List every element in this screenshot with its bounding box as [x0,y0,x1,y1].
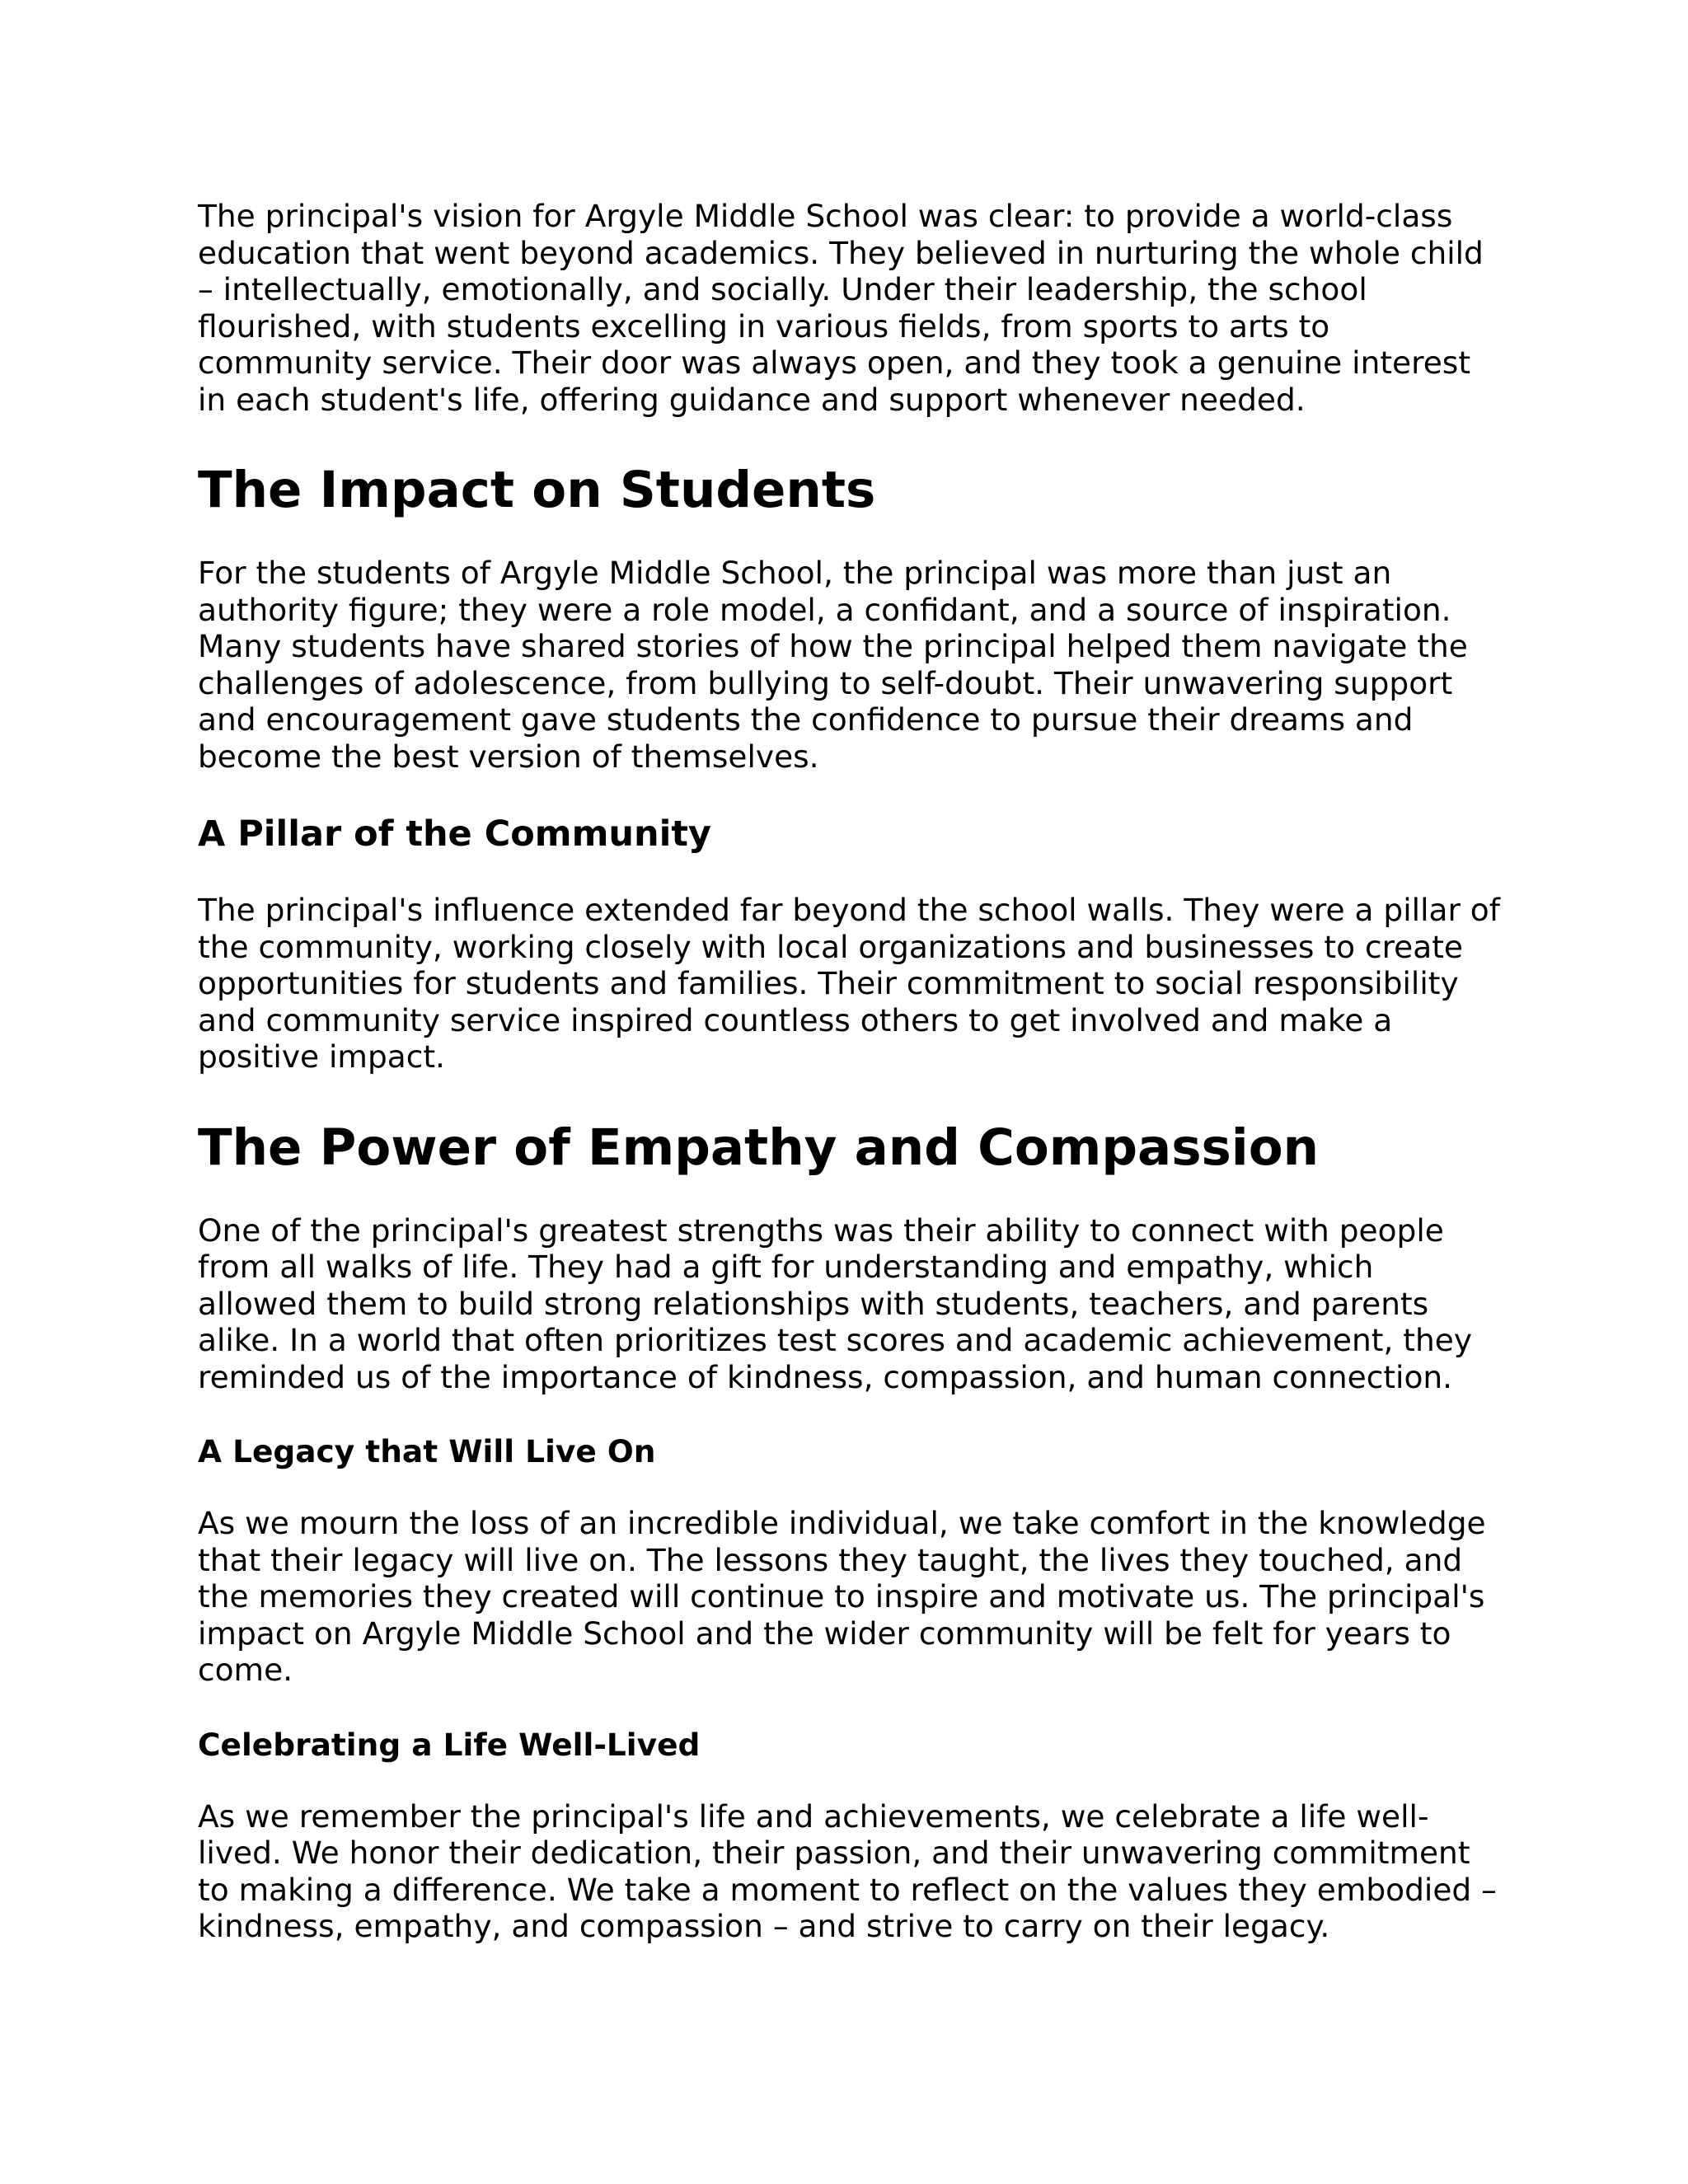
paragraph-legacy-will-live-on: As we mourn the loss of an incredible individual, we take comfort in the knowledge that their legacy will live on. The lessons they taught, the lives they touched, and the memories they created will continue to inspire and motivate us. The principal's impact on Argyle Middle School and the wider community will be felt for years to come. [198,1505,1486,1688]
heading-power-of-empathy: The Power of Empathy and Compassion [198,1118,1320,1177]
document-page [198,198,1500,1945]
heading-impact-on-students: The Impact on Students [198,461,876,519]
heading-celebrating-life: Celebrating a Life Well-Lived [198,1726,701,1763]
paragraph-celebrating-life: As we remember the principal's life and achievements, we celebrate a life well-lived. We honor their dedication, their passion, and their unwavering commitment to making a difference. We take a moment to reflect on the values they embodied – kindness, empathy, and compassion – and strive to carry on their legacy. [198,1797,1497,1944]
heading-legacy-will-live-on: A Legacy that Will Live On [198,1433,656,1469]
paragraph-pillar-of-community: The principal's influence extended far beyond the school walls. They were a pillar of the community, working closely with local organizations and businesses to create opportunities for students and families. Their commitment to social responsibility and community service inspired countless others to get involved and make a positive impact. [198,892,1500,1075]
paragraph-power-of-empathy: One of the principal's greatest strengths was their ability to connect with people from all walks of life. They had a gift for understanding and empathy, which allowed them to build strong relationships with students, teachers, and parents alike. In a world that often prioritizes test scores and academic achievement, they reminded us of the importance of kindness, compassion, and human connection. [198,1212,1473,1395]
intro-paragraph: The principal's vision for Argyle Middle School was clear: to provide a world-class education that went beyond academics. They believed in nurturing the whole child – intellectually, emotionally, and socially. Under their leadership, the school flourished, with students excelling in various fields, from sports to arts to community service. Their door was always open, and they took a genuine interest in each student's life, offering guidance and support whenever needed. [198,198,1484,418]
paragraph-impact-on-students: For the students of Argyle Middle School, the principal was more than just an authority figure; they were a role model, a confidant, and a source of inspiration. Many students have shared stories of how the principal helped them navigate the challenges of adolescence, from bullying to self-doubt. Their unwavering support and encouragement gave students the confidence to pursue their dreams and become the best version of themselves. [198,555,1468,775]
heading-pillar-of-community: A Pillar of the Community [198,813,711,855]
